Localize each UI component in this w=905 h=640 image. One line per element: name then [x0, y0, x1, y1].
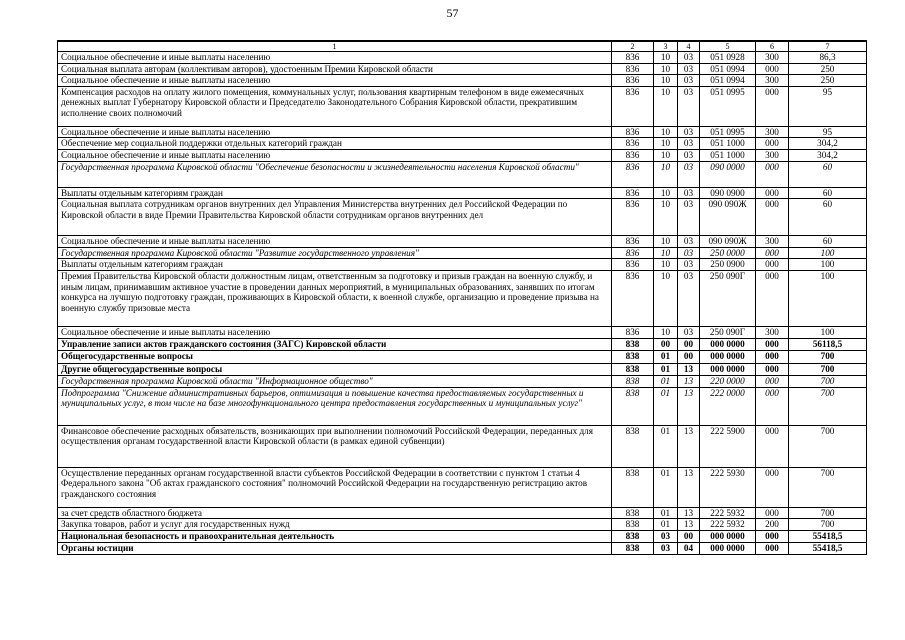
ministry-code-cell: 836: [612, 247, 654, 259]
section-code-cell: 01: [654, 467, 678, 507]
row-name-cell: Обеспечение мер социальной поддержки отдельных категорий граждан: [58, 138, 612, 150]
row-name-cell: Выплаты отдельным категориям граждан: [58, 187, 612, 199]
section-code-cell: 10: [654, 86, 678, 126]
target-article-code-cell: 000 0000: [700, 350, 756, 363]
subsection-code-cell: 13: [678, 425, 700, 467]
section-code-cell: 10: [654, 149, 678, 161]
budget-table: [57, 40, 867, 555]
header-col-6: 6: [756, 41, 789, 52]
expense-type-code-cell: 000: [756, 247, 789, 259]
subsection-code-cell: 03: [678, 247, 700, 259]
table-row: [58, 199, 867, 236]
section-code-cell: 00: [654, 338, 678, 350]
row-name-cell: Социальное обеспечение и иные выплаты населению: [58, 326, 612, 338]
subsection-code-cell: 03: [678, 63, 700, 75]
section-code-cell: 10: [654, 270, 678, 326]
amount-cell: 95: [789, 126, 867, 138]
section-code-cell: 01: [654, 425, 678, 467]
section-code-cell: 03: [654, 531, 678, 543]
row-name-cell: за счет средств областного бюджета: [58, 507, 612, 519]
table-row: [58, 247, 867, 259]
section-code-cell: 10: [654, 247, 678, 259]
section-code-cell: 10: [654, 236, 678, 248]
expense-type-code-cell: 300: [756, 236, 789, 248]
amount-cell: 95: [789, 86, 867, 126]
table-row: [58, 138, 867, 150]
expense-type-code-cell: 000: [756, 425, 789, 467]
section-code-cell: 01: [654, 350, 678, 363]
table-row: [58, 236, 867, 248]
amount-cell: 55418,5: [789, 531, 867, 543]
row-name-cell: Национальная безопасность и правоохранительная деятельность: [58, 531, 612, 543]
amount-cell: 86,3: [789, 52, 867, 64]
ministry-code-cell: 836: [612, 236, 654, 248]
subsection-code-cell: 03: [678, 138, 700, 150]
ministry-code-cell: 838: [612, 467, 654, 507]
amount-cell: 700: [789, 350, 867, 363]
subsection-code-cell: 13: [678, 467, 700, 507]
row-name-cell: Государственная программа Кировской области "Информационное общество": [58, 375, 612, 387]
expense-type-code-cell: 000: [756, 507, 789, 519]
header-col-1: 1: [58, 41, 612, 52]
ministry-code-cell: 836: [612, 126, 654, 138]
ministry-code-cell: 836: [612, 149, 654, 161]
table-row: [58, 270, 867, 326]
row-name-cell: Государственная программа Кировской области "Развитие государственного управления": [58, 247, 612, 259]
table-row: [58, 75, 867, 87]
amount-cell: 700: [789, 519, 867, 531]
section-code-cell: 10: [654, 199, 678, 236]
expense-type-code-cell: 000: [756, 270, 789, 326]
section-code-cell: 10: [654, 138, 678, 150]
row-name-cell: Органы юстиции: [58, 543, 612, 555]
target-article-code-cell: 222 0000: [700, 387, 756, 425]
amount-cell: 250: [789, 63, 867, 75]
target-article-code-cell: 222 5900: [700, 425, 756, 467]
ministry-code-cell: 836: [612, 199, 654, 236]
section-code-cell: 10: [654, 52, 678, 64]
expense-type-code-cell: 300: [756, 75, 789, 87]
amount-cell: 100: [789, 326, 867, 338]
subsection-code-cell: 03: [678, 199, 700, 236]
row-name-cell: Другие общегосударственные вопросы: [58, 363, 612, 375]
expense-type-code-cell: 000: [756, 138, 789, 150]
target-article-code-cell: 250 090Г: [700, 326, 756, 338]
row-name-cell: Подпрограмма "Снижение административных барьеров, оптимизация и повышение качества предоставляемых государственных и муниципальных услуг, в том числе на базе многофункционального центра предоставления государственных и муниципальных услуг": [58, 387, 612, 425]
target-article-code-cell: 051 0928: [700, 52, 756, 64]
table-row: [58, 519, 867, 531]
subsection-code-cell: 03: [678, 149, 700, 161]
expense-type-code-cell: 000: [756, 543, 789, 555]
section-code-cell: 10: [654, 161, 678, 187]
subsection-code-cell: 00: [678, 531, 700, 543]
ministry-code-cell: 836: [612, 259, 654, 271]
expense-type-code-cell: 000: [756, 338, 789, 350]
table-row: [58, 507, 867, 519]
table-row: [58, 363, 867, 375]
subsection-code-cell: 03: [678, 161, 700, 187]
ministry-code-cell: 838: [612, 363, 654, 375]
table-row: [58, 52, 867, 64]
table-row: [58, 467, 867, 507]
expense-type-code-cell: 000: [756, 187, 789, 199]
target-article-code-cell: 000 0000: [700, 531, 756, 543]
table-body: [58, 52, 867, 555]
expense-type-code-cell: 000: [756, 531, 789, 543]
section-code-cell: 10: [654, 75, 678, 87]
ministry-code-cell: 836: [612, 187, 654, 199]
row-name-cell: Социальное обеспечение и иные выплаты населению: [58, 75, 612, 87]
subsection-code-cell: 13: [678, 507, 700, 519]
ministry-code-cell: 836: [612, 326, 654, 338]
table-row: [58, 531, 867, 543]
expense-type-code-cell: 200: [756, 519, 789, 531]
header-row: [58, 41, 867, 52]
ministry-code-cell: 836: [612, 138, 654, 150]
row-name-cell: Закупка товаров, работ и услуг для государственных нужд: [58, 519, 612, 531]
target-article-code-cell: 250 0000: [700, 247, 756, 259]
amount-cell: 60: [789, 199, 867, 236]
expense-type-code-cell: 000: [756, 350, 789, 363]
row-name-cell: Финансовое обеспечение расходных обязательств, возникающих при выполнении полномочий Российской Федерации, переданных для осуществления органам государственной власти Кировской области (в рамках единой субвенции): [58, 425, 612, 467]
target-article-code-cell: 051 0994: [700, 63, 756, 75]
amount-cell: 100: [789, 270, 867, 326]
expense-type-code-cell: 000: [756, 375, 789, 387]
target-article-code-cell: 051 0994: [700, 75, 756, 87]
table-row: [58, 326, 867, 338]
amount-cell: 250: [789, 75, 867, 87]
amount-cell: 700: [789, 363, 867, 375]
header-col-5: 5: [700, 41, 756, 52]
subsection-code-cell: 03: [678, 270, 700, 326]
subsection-code-cell: 03: [678, 236, 700, 248]
amount-cell: 700: [789, 425, 867, 467]
expense-type-code-cell: 000: [756, 387, 789, 425]
subsection-code-cell: 00: [678, 350, 700, 363]
expense-type-code-cell: 300: [756, 126, 789, 138]
ministry-code-cell: 838: [612, 519, 654, 531]
table-row: [58, 149, 867, 161]
row-name-cell: Компенсация расходов на оплату жилого помещения, коммунальных услуг, пользования квартирным телефоном в виде ежемесячных денежных выплат Губернатору Кировской области и Председателю Законодательного Собрания Кировской области, прекратившим исполнение своих полномочий: [58, 86, 612, 126]
row-name-cell: Выплаты отдельным категориям граждан: [58, 259, 612, 271]
table-row: [58, 338, 867, 350]
expense-type-code-cell: 300: [756, 52, 789, 64]
target-article-code-cell: 090 0900: [700, 187, 756, 199]
ministry-code-cell: 838: [612, 543, 654, 555]
expense-type-code-cell: 000: [756, 161, 789, 187]
header-col-3: 3: [654, 41, 678, 52]
ministry-code-cell: 838: [612, 350, 654, 363]
amount-cell: 100: [789, 247, 867, 259]
section-code-cell: 01: [654, 519, 678, 531]
expense-type-code-cell: 000: [756, 199, 789, 236]
target-article-code-cell: 000 0000: [700, 338, 756, 350]
target-article-code-cell: 000 0000: [700, 543, 756, 555]
row-name-cell: Социальное обеспечение и иные выплаты населению: [58, 52, 612, 64]
amount-cell: 700: [789, 507, 867, 519]
subsection-code-cell: 03: [678, 187, 700, 199]
amount-cell: 60: [789, 236, 867, 248]
ministry-code-cell: 836: [612, 75, 654, 87]
subsection-code-cell: 13: [678, 363, 700, 375]
subsection-code-cell: 03: [678, 326, 700, 338]
expense-type-code-cell: 000: [756, 363, 789, 375]
target-article-code-cell: 051 0995: [700, 126, 756, 138]
subsection-code-cell: 13: [678, 387, 700, 425]
ministry-code-cell: 836: [612, 86, 654, 126]
expense-type-code-cell: 300: [756, 149, 789, 161]
row-name-cell: Социальное обеспечение и иные выплаты населению: [58, 236, 612, 248]
section-code-cell: 01: [654, 363, 678, 375]
row-name-cell: Осуществление переданных органам государственной власти субъектов Российской Федерации в соответствии с пунктом 1 статьи 4 Федерального закона "Об актах гражданского состояния" полномочий Российской Федерации на государственную регистрацию актов гражданского состояния: [58, 467, 612, 507]
table-row: [58, 161, 867, 187]
subsection-code-cell: 03: [678, 259, 700, 271]
target-article-code-cell: 222 5932: [700, 507, 756, 519]
table-row: [58, 350, 867, 363]
header-col-7: 7: [789, 41, 867, 52]
section-code-cell: 03: [654, 543, 678, 555]
section-code-cell: 01: [654, 387, 678, 425]
section-code-cell: 10: [654, 326, 678, 338]
ministry-code-cell: 838: [612, 531, 654, 543]
subsection-code-cell: 03: [678, 126, 700, 138]
table-row: [58, 86, 867, 126]
amount-cell: 60: [789, 161, 867, 187]
target-article-code-cell: 250 0900: [700, 259, 756, 271]
expense-type-code-cell: 300: [756, 326, 789, 338]
target-article-code-cell: 090 0000: [700, 161, 756, 187]
amount-cell: 55418,5: [789, 543, 867, 555]
ministry-code-cell: 836: [612, 161, 654, 187]
target-article-code-cell: 222 5932: [700, 519, 756, 531]
row-name-cell: Социальное обеспечение и иные выплаты населению: [58, 126, 612, 138]
subsection-code-cell: 13: [678, 375, 700, 387]
ministry-code-cell: 838: [612, 338, 654, 350]
ministry-code-cell: 836: [612, 63, 654, 75]
amount-cell: 304,2: [789, 138, 867, 150]
page-number: 57: [446, 6, 459, 20]
target-article-code-cell: 220 0000: [700, 375, 756, 387]
section-code-cell: 10: [654, 126, 678, 138]
ministry-code-cell: 838: [612, 387, 654, 425]
amount-cell: 700: [789, 467, 867, 507]
subsection-code-cell: 00: [678, 338, 700, 350]
row-name-cell: Управление записи актов гражданского состояния (ЗАГС) Кировской области: [58, 338, 612, 350]
section-code-cell: 10: [654, 63, 678, 75]
subsection-code-cell: 03: [678, 86, 700, 126]
subsection-code-cell: 03: [678, 75, 700, 87]
target-article-code-cell: 250 090Г: [700, 270, 756, 326]
expense-type-code-cell: 000: [756, 467, 789, 507]
amount-cell: 56118,5: [789, 338, 867, 350]
header-col-4: 4: [678, 41, 700, 52]
row-name-cell: Социальное обеспечение и иные выплаты населению: [58, 149, 612, 161]
table-row: [58, 543, 867, 555]
table-row: [58, 63, 867, 75]
target-article-code-cell: 000 0000: [700, 363, 756, 375]
amount-cell: 700: [789, 387, 867, 425]
row-name-cell: Государственная программа Кировской области "Обеспечение безопасности и жизнедеятельности населения Кировской области": [58, 161, 612, 187]
ministry-code-cell: 838: [612, 375, 654, 387]
amount-cell: 100: [789, 259, 867, 271]
expense-type-code-cell: 000: [756, 259, 789, 271]
target-article-code-cell: 051 0995: [700, 86, 756, 126]
table-row: [58, 187, 867, 199]
target-article-code-cell: 051 1000: [700, 138, 756, 150]
section-code-cell: 10: [654, 187, 678, 199]
expense-type-code-cell: 000: [756, 86, 789, 126]
table-row: [58, 259, 867, 271]
table-row: [58, 425, 867, 467]
row-name-cell: Премия Правительства Кировской области должностным лицам, ответственным за подготовку и призыв граждан на военную службу, и иным лицам, принимавшим активное участие в проведении данных мероприятий, в муниципальных образованиях, занявших по итогам конкурса на лучшую подготовку граждан, проживающих в Кировской области, к военной службе, организацию и проведение призыва на военную службу призовые места: [58, 270, 612, 326]
table-row: [58, 387, 867, 425]
ministry-code-cell: 838: [612, 507, 654, 519]
expense-type-code-cell: 000: [756, 63, 789, 75]
ministry-code-cell: 838: [612, 425, 654, 467]
subsection-code-cell: 03: [678, 52, 700, 64]
target-article-code-cell: 090 090Ж: [700, 199, 756, 236]
header-col-2: 2: [612, 41, 654, 52]
section-code-cell: 01: [654, 375, 678, 387]
amount-cell: 60: [789, 187, 867, 199]
section-code-cell: 01: [654, 507, 678, 519]
ministry-code-cell: 836: [612, 270, 654, 326]
amount-cell: 304,2: [789, 149, 867, 161]
target-article-code-cell: 090 090Ж: [700, 236, 756, 248]
target-article-code-cell: 051 1000: [700, 149, 756, 161]
amount-cell: 700: [789, 375, 867, 387]
table-row: [58, 375, 867, 387]
row-name-cell: Социальная выплата авторам (коллективам авторов), удостоенным Премии Кировской области: [58, 63, 612, 75]
subsection-code-cell: 04: [678, 543, 700, 555]
section-code-cell: 10: [654, 259, 678, 271]
target-article-code-cell: 222 5930: [700, 467, 756, 507]
table-row: [58, 126, 867, 138]
row-name-cell: Общегосударственные вопросы: [58, 350, 612, 363]
subsection-code-cell: 13: [678, 519, 700, 531]
row-name-cell: Социальная выплата сотрудникам органов внутренних дел Управления Министерства внутренних дел Российской Федерации по Кировской области в виде Премии Правительства Кировской области сотрудникам органов внутренних дел: [58, 199, 612, 236]
ministry-code-cell: 836: [612, 52, 654, 64]
